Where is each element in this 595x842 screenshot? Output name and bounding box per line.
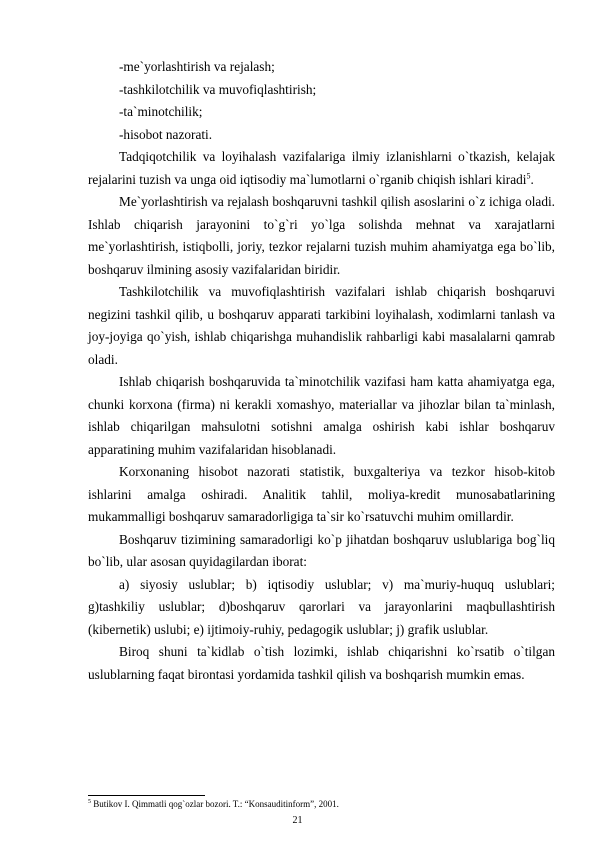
paragraph — [88, 146, 555, 191]
list-item: -hisobot nazorati. — [119, 126, 213, 142]
paragraph-end: . — [530, 171, 534, 187]
paragraph: Ishlab chiqarish boshqaruvida ta`minotchilik vazifasi ham katta ahamiyatga ega, chunki korxona (firma) ni kerakli xomashyo, materiallar va jihozlar bilan ta`minlash, ishlab chiqarilgan mahsulotni sotishni amalga oshirish kabi ishlar boshqaruv apparatining muhim vazifalaridan hisoblanadi. — [88, 374, 555, 457]
footnote-number: 5 — [88, 799, 91, 805]
list-item: -me`yorlashtirish va rejalash; — [119, 59, 275, 74]
list-item: -ta`minotchilik; — [119, 104, 203, 119]
paragraph: Me`yorlashtirish va rejalash boshqaruvni tashkil qilish asoslarini o`z ichiga oladi. Ishlab chiqarish jarayonini to`g`ri yo`lga solishda mehnat va xarajatlarni me`yorlashtirish, istiqbolli, joriy, tezkor rejalarni tuzish muhim ahamiyatga ega bo`lib, boshqaruv ilmining asosiy vazifalaridan biridir. — [88, 194, 555, 277]
paragraph: Boshqaruv tizimining samaradorligi ko`p jihatdan boshqaruv uslublariga bog`liq bo`lib, ular asosan quyidagilardan iborat: — [88, 531, 555, 569]
page-body — [88, 56, 555, 686]
paragraph: Tashkilotchilik va muvofiqlashtirish vazifalari ishlab chiqarish boshqaruvi negizini tashkil qilib, u boshqaruv apparati tarkibini loyihalash, xodimlarni tanlash va joy-joyiga qo`yish, ishlab chiqarishga muhandislik rahbarligi kabi masalalarni qamrab oladi. — [88, 284, 555, 367]
paragraph: a) siyosiy uslublar; b) iqtisodiy uslublar; v) ma`muriy-huquq uslublari; g)tashkiliy uslublar; d)boshqaruv qarorlari va jarayonlarini maqbullashtirish (kibernetik) uslubi; e) ijtimoiy-ruhiy, pedagogik uslublar; j) grafik uslublar. — [88, 576, 555, 637]
page-number: 21 — [292, 815, 303, 826]
footnote-text: Butikov I. Qimmatli qog`ozlar bozori. T.: “Konsauditinform”, 2001. — [91, 799, 339, 809]
list-item: -tashkilotchilik va muvofiqlashtirish; — [119, 81, 317, 97]
paragraph-text: Tadqiqotchilik va loyihalash vazifalariga ilmiy izlanishlarni o`tkazish, kelajak rejalarini tuzish va unga oid iqtisodiy ma`lumotlarni o`rganib chiqish ishlari kiradi — [88, 149, 555, 187]
footnote-reference[interactable]: 5 — [526, 171, 531, 181]
footnote-separator — [88, 795, 205, 796]
paragraph: Korxonaning hisobot nazorati statistik, buxgalteriya va tezkor hisob-kitob ishlarini amalga oshiradi. Analitik tahlil, moliya-kredit munosabatlarining mukammalligi boshqaruv samaradorligiga ta`sir ko`rsatuvchi muhim omillardir. — [88, 464, 555, 524]
paragraph: Biroq shuni ta`kidlab o`tish lozimki, ishlab chiqarishni ko`rsatib o`tilgan uslublarning faqat birontasi yordamida tashkil qilish va boshqarish mumkin emas. — [88, 644, 555, 682]
footnote — [88, 799, 339, 810]
